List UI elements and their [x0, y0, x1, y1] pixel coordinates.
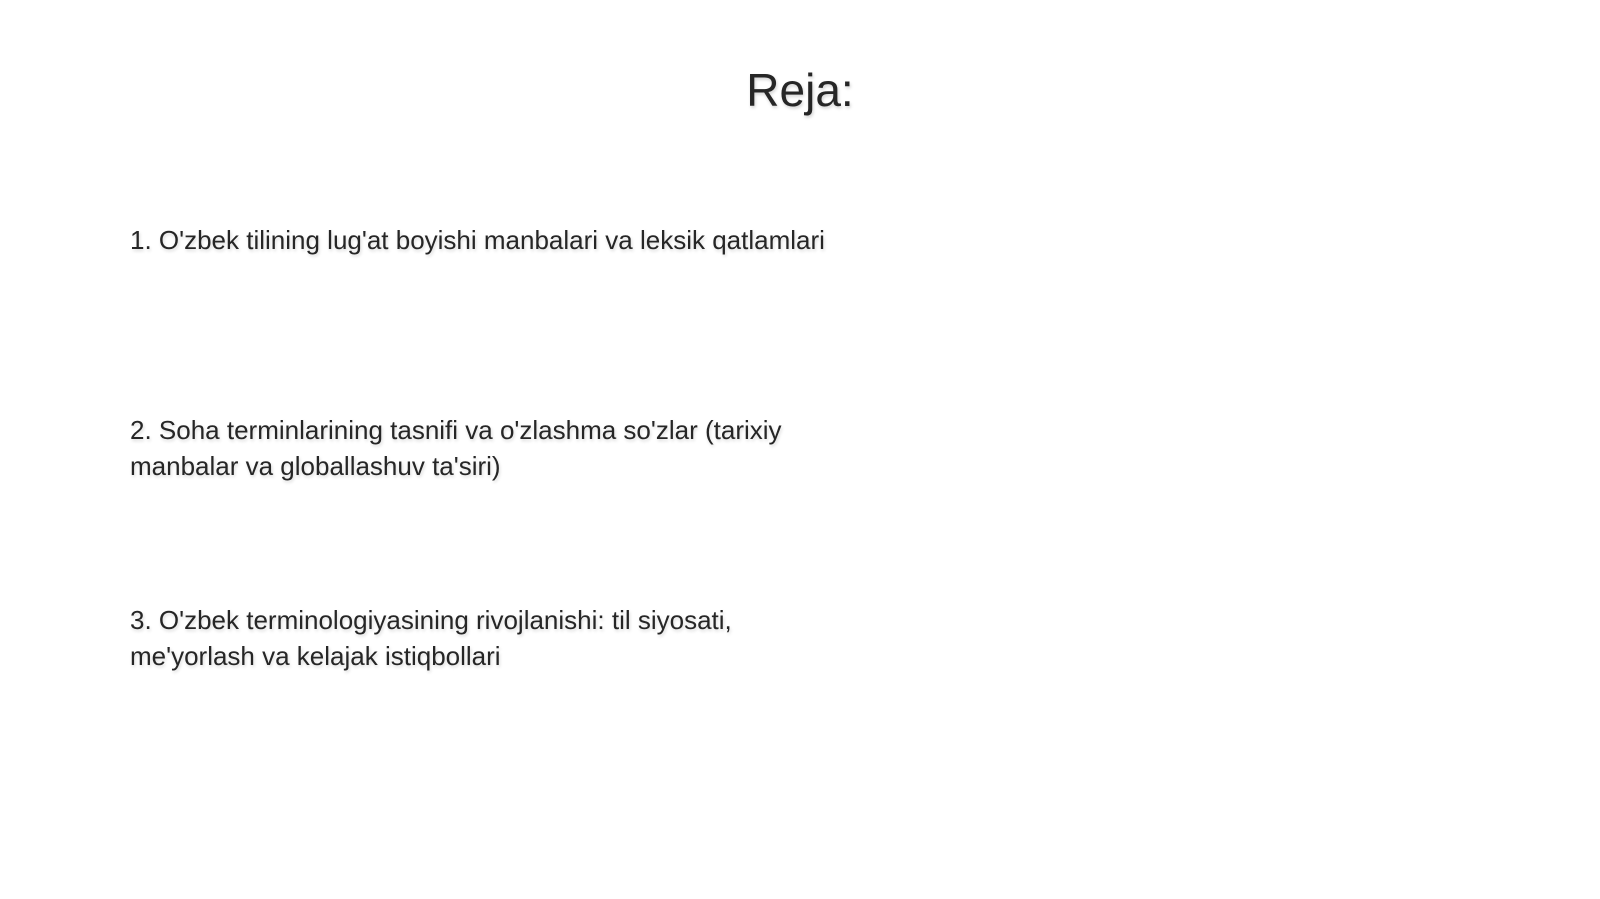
plan-item-1: 1. O'zbek tilining lug'at boyishi manbalari va leksik qatlamlari: [130, 225, 825, 255]
plan-list: [130, 222, 830, 674]
plan-item-3: 3. O'zbek terminologiyasining rivojlanishi: til siyosati, me'yorlash va kelajak istiqbollari: [130, 605, 732, 671]
slide-title: Reja:: [746, 64, 854, 116]
plan-item-2: 2. Soha terminlarining tasnifi va o'zlashma so'zlar (tarixiy manbalar va globallashuv ta'siri): [130, 415, 782, 481]
